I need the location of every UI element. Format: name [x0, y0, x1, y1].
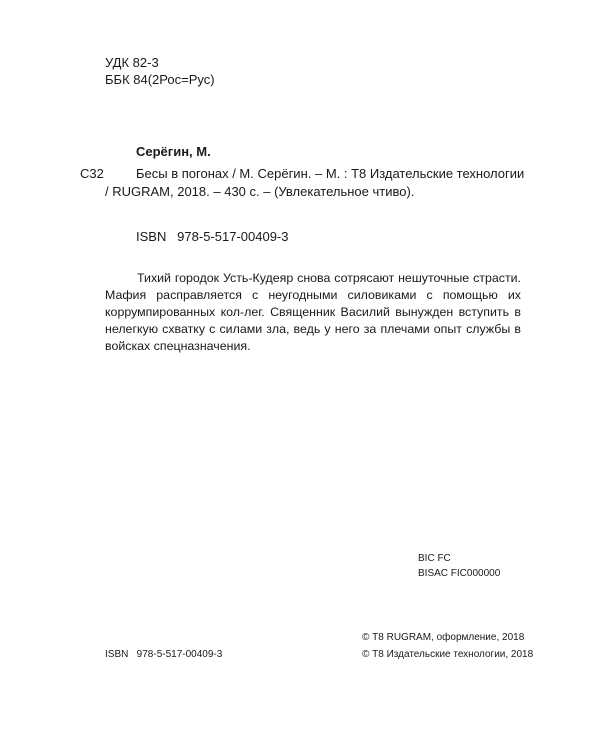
bibliographic-description-line2: / RUGRAM, 2018. – 430 с. – (Увлекательное чтиво).	[105, 184, 415, 199]
bbk-code: ББК 84(2Рос=Рус)	[105, 72, 215, 87]
annotation-text: Тихий городок Усть-Кудеяр снова сотрясают нешуточные страсти. Мафия расправляется с неугодными силовиками с помощью их коррумпированных кол-лег. Священник Василий вынужден вступить в нелегкую схватку с силами зла, ведь у него за плечами опыт службы в войсках спецназначения.	[105, 271, 521, 353]
bibliographic-description-line1: Бесы в погонах / М. Серёгин. – М. : Т8 Издательские технологии	[136, 166, 525, 181]
bisac-code: BISAC FIC000000	[418, 568, 501, 579]
udk-code: УДК 82-3	[105, 55, 159, 70]
author-heading: Серёгин, М.	[136, 144, 211, 159]
copyright-design: © Т8 RUGRAM, оформление, 2018	[362, 632, 525, 643]
author-mark: С32	[80, 166, 104, 181]
isbn-bottom: ISBN 978-5-517-00409-3	[105, 649, 223, 660]
bic-code: BIC FC	[418, 553, 451, 564]
isbn-top: ISBN 978-5-517-00409-3	[136, 229, 289, 244]
copyright-publisher: © Т8 Издательские технологии, 2018	[362, 649, 534, 660]
